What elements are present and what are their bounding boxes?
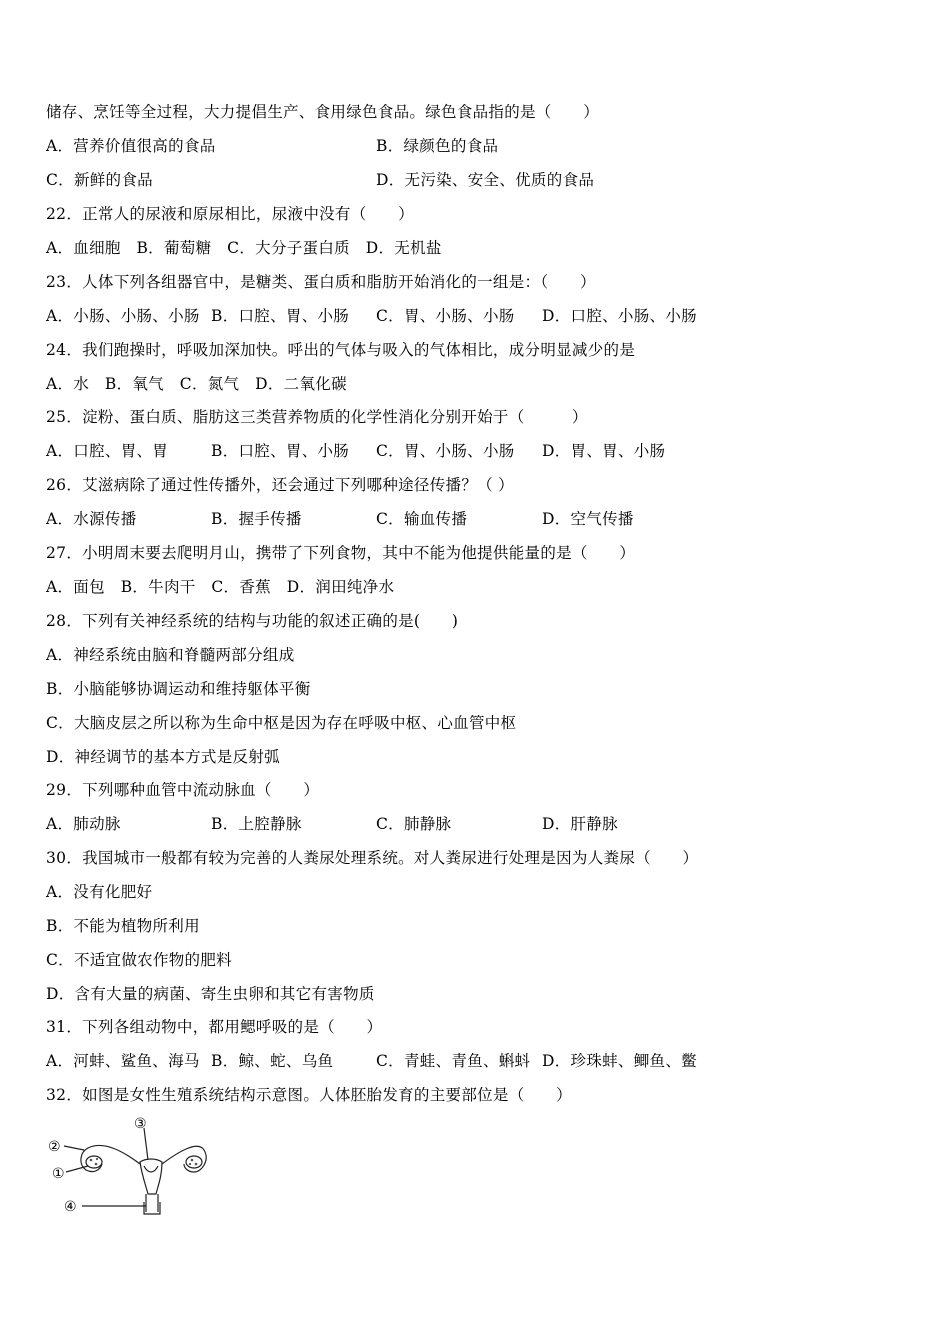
figure-label-1: ① — [52, 1166, 65, 1182]
q30-option-c: C．不适宜做农作物的肥料 — [46, 951, 232, 969]
q30-stem: 30．我国城市一般都有较为完善的人粪尿处理系统。对人粪尿进行处理是因为人粪尿（ ） — [46, 849, 699, 867]
uterus — [140, 1159, 162, 1194]
q23-option-c: C．胃、小肠、小肠 — [376, 307, 515, 325]
q23-option-d: D．口腔、小肠、小肠 — [542, 307, 697, 325]
q25-option-b: B．口腔、胃、小肠 — [211, 442, 350, 460]
q22-stem: 22．正常人的尿液和原尿相比，尿液中没有（ ） — [46, 205, 414, 223]
label-2-leader — [64, 1146, 84, 1150]
q24-options: A．水 B．氧气 C．氮气 D．二氧化碳 — [46, 375, 347, 393]
q23-stem: 23．人体下列各组器官中，是糖类、蛋白质和脂肪开始消化的一组是：（ ） — [46, 273, 596, 291]
q21-option-d: D．无污染、安全、优质的食品 — [376, 171, 595, 189]
q25-stem: 25．淀粉、蛋白质、脂肪这三类营养物质的化学性消化分别开始于（ ） — [46, 408, 588, 426]
q25-option-a: A．口腔、胃、胃 — [46, 442, 169, 460]
q30-option-d: D．含有大量的病菌、寄生虫卵和其它有害物质 — [46, 985, 375, 1003]
q26-option-a: A．水源传播 — [46, 510, 137, 528]
q25-option-c: C．胃、小肠、小肠 — [376, 442, 515, 460]
q29-option-a: A．肺动脉 — [46, 815, 121, 833]
figure-label-4: ④ — [64, 1199, 77, 1215]
right-fallopian-tube — [162, 1146, 206, 1172]
q29-option-d: D．肝静脉 — [542, 815, 618, 833]
q24-stem: 24．我们跑操时，呼吸加深加快。呼出的气体与吸入的气体相比，成分明显减少的是 — [46, 341, 636, 359]
figure-label-2: ② — [48, 1139, 61, 1155]
q23-option-b: B．口腔、胃、小肠 — [211, 307, 350, 325]
q31-stem: 31．下列各组动物中，都用鳃呼吸的是（ ） — [46, 1018, 383, 1036]
q30-option-b: B．不能为植物所利用 — [46, 917, 200, 935]
q28-stem: 28．下列有关神经系统的结构与功能的叙述正确的是( ) — [46, 612, 459, 630]
vagina-walls — [146, 1194, 158, 1212]
q25-option-d: D．胃、胃、小肠 — [542, 442, 666, 460]
uterine-cavity — [144, 1166, 158, 1172]
right-ovary — [186, 1156, 202, 1168]
q32-stem: 32．如图是女性生殖系统结构示意图。人体胚胎发育的主要部位是（ ） — [46, 1086, 572, 1104]
q21-stem: 储存、烹饪等全过程，大力提倡生产、食用绿色食品。绿色食品指的是（ ） — [46, 103, 600, 121]
q28-option-d: D．神经调节的基本方式是反射弧 — [46, 748, 280, 766]
q31-option-b: B．鲸、蛇、乌鱼 — [211, 1052, 334, 1070]
q26-option-b: B．握手传播 — [211, 510, 302, 528]
q21-option-b: B．绿颜色的食品 — [376, 137, 499, 155]
q31-option-a: A．河蚌、鲨鱼、海马 — [46, 1052, 200, 1070]
q29-option-b: B．上腔静脉 — [211, 815, 302, 833]
q21-option-a: A．营养价值很高的食品 — [46, 137, 216, 155]
q23-option-a: A．小肠、小肠、小肠 — [46, 307, 200, 325]
female-reproductive-diagram — [44, 1114, 224, 1224]
label-3-leader — [144, 1128, 148, 1160]
q31-option-d: D．珍珠蚌、鲫鱼、鳖 — [542, 1052, 697, 1070]
q28-option-c: C．大脑皮层之所以称为生命中枢是因为存在呼吸中枢、心血管中枢 — [46, 714, 517, 732]
q29-stem: 29．下列哪种血管中流动脉血（ ） — [46, 781, 320, 799]
q29-option-c: C．肺静脉 — [376, 815, 452, 833]
q30-option-a: A．没有化肥好 — [46, 883, 153, 901]
q28-option-a: A．神经系统由脑和脊髓两部分组成 — [46, 646, 295, 664]
q27-stem: 27．小明周末要去爬明月山，携带了下列食物，其中不能为他提供能量的是（ ） — [46, 544, 636, 562]
q26-stem: 26．艾滋病除了通过性传播外，还会通过下列哪种途径传播？（ ） — [46, 476, 514, 494]
left-ovary — [86, 1156, 102, 1168]
q26-option-c: C．输血传播 — [376, 510, 468, 528]
q26-option-d: D．空气传播 — [542, 510, 634, 528]
q21-option-c: C．新鲜的食品 — [46, 171, 153, 189]
q22-options: A．血细胞 B．葡萄糖 C．大分子蛋白质 D．无机盐 — [46, 239, 442, 257]
figure-label-3: ③ — [134, 1116, 147, 1132]
q31-option-c: C．青蛙、青鱼、蝌蚪 — [376, 1052, 531, 1070]
q28-option-b: B．小脑能够协调运动和维持躯体平衡 — [46, 680, 311, 698]
q27-options: A．面包 B．牛肉干 C．香蕉 D．润田纯净水 — [46, 578, 395, 596]
